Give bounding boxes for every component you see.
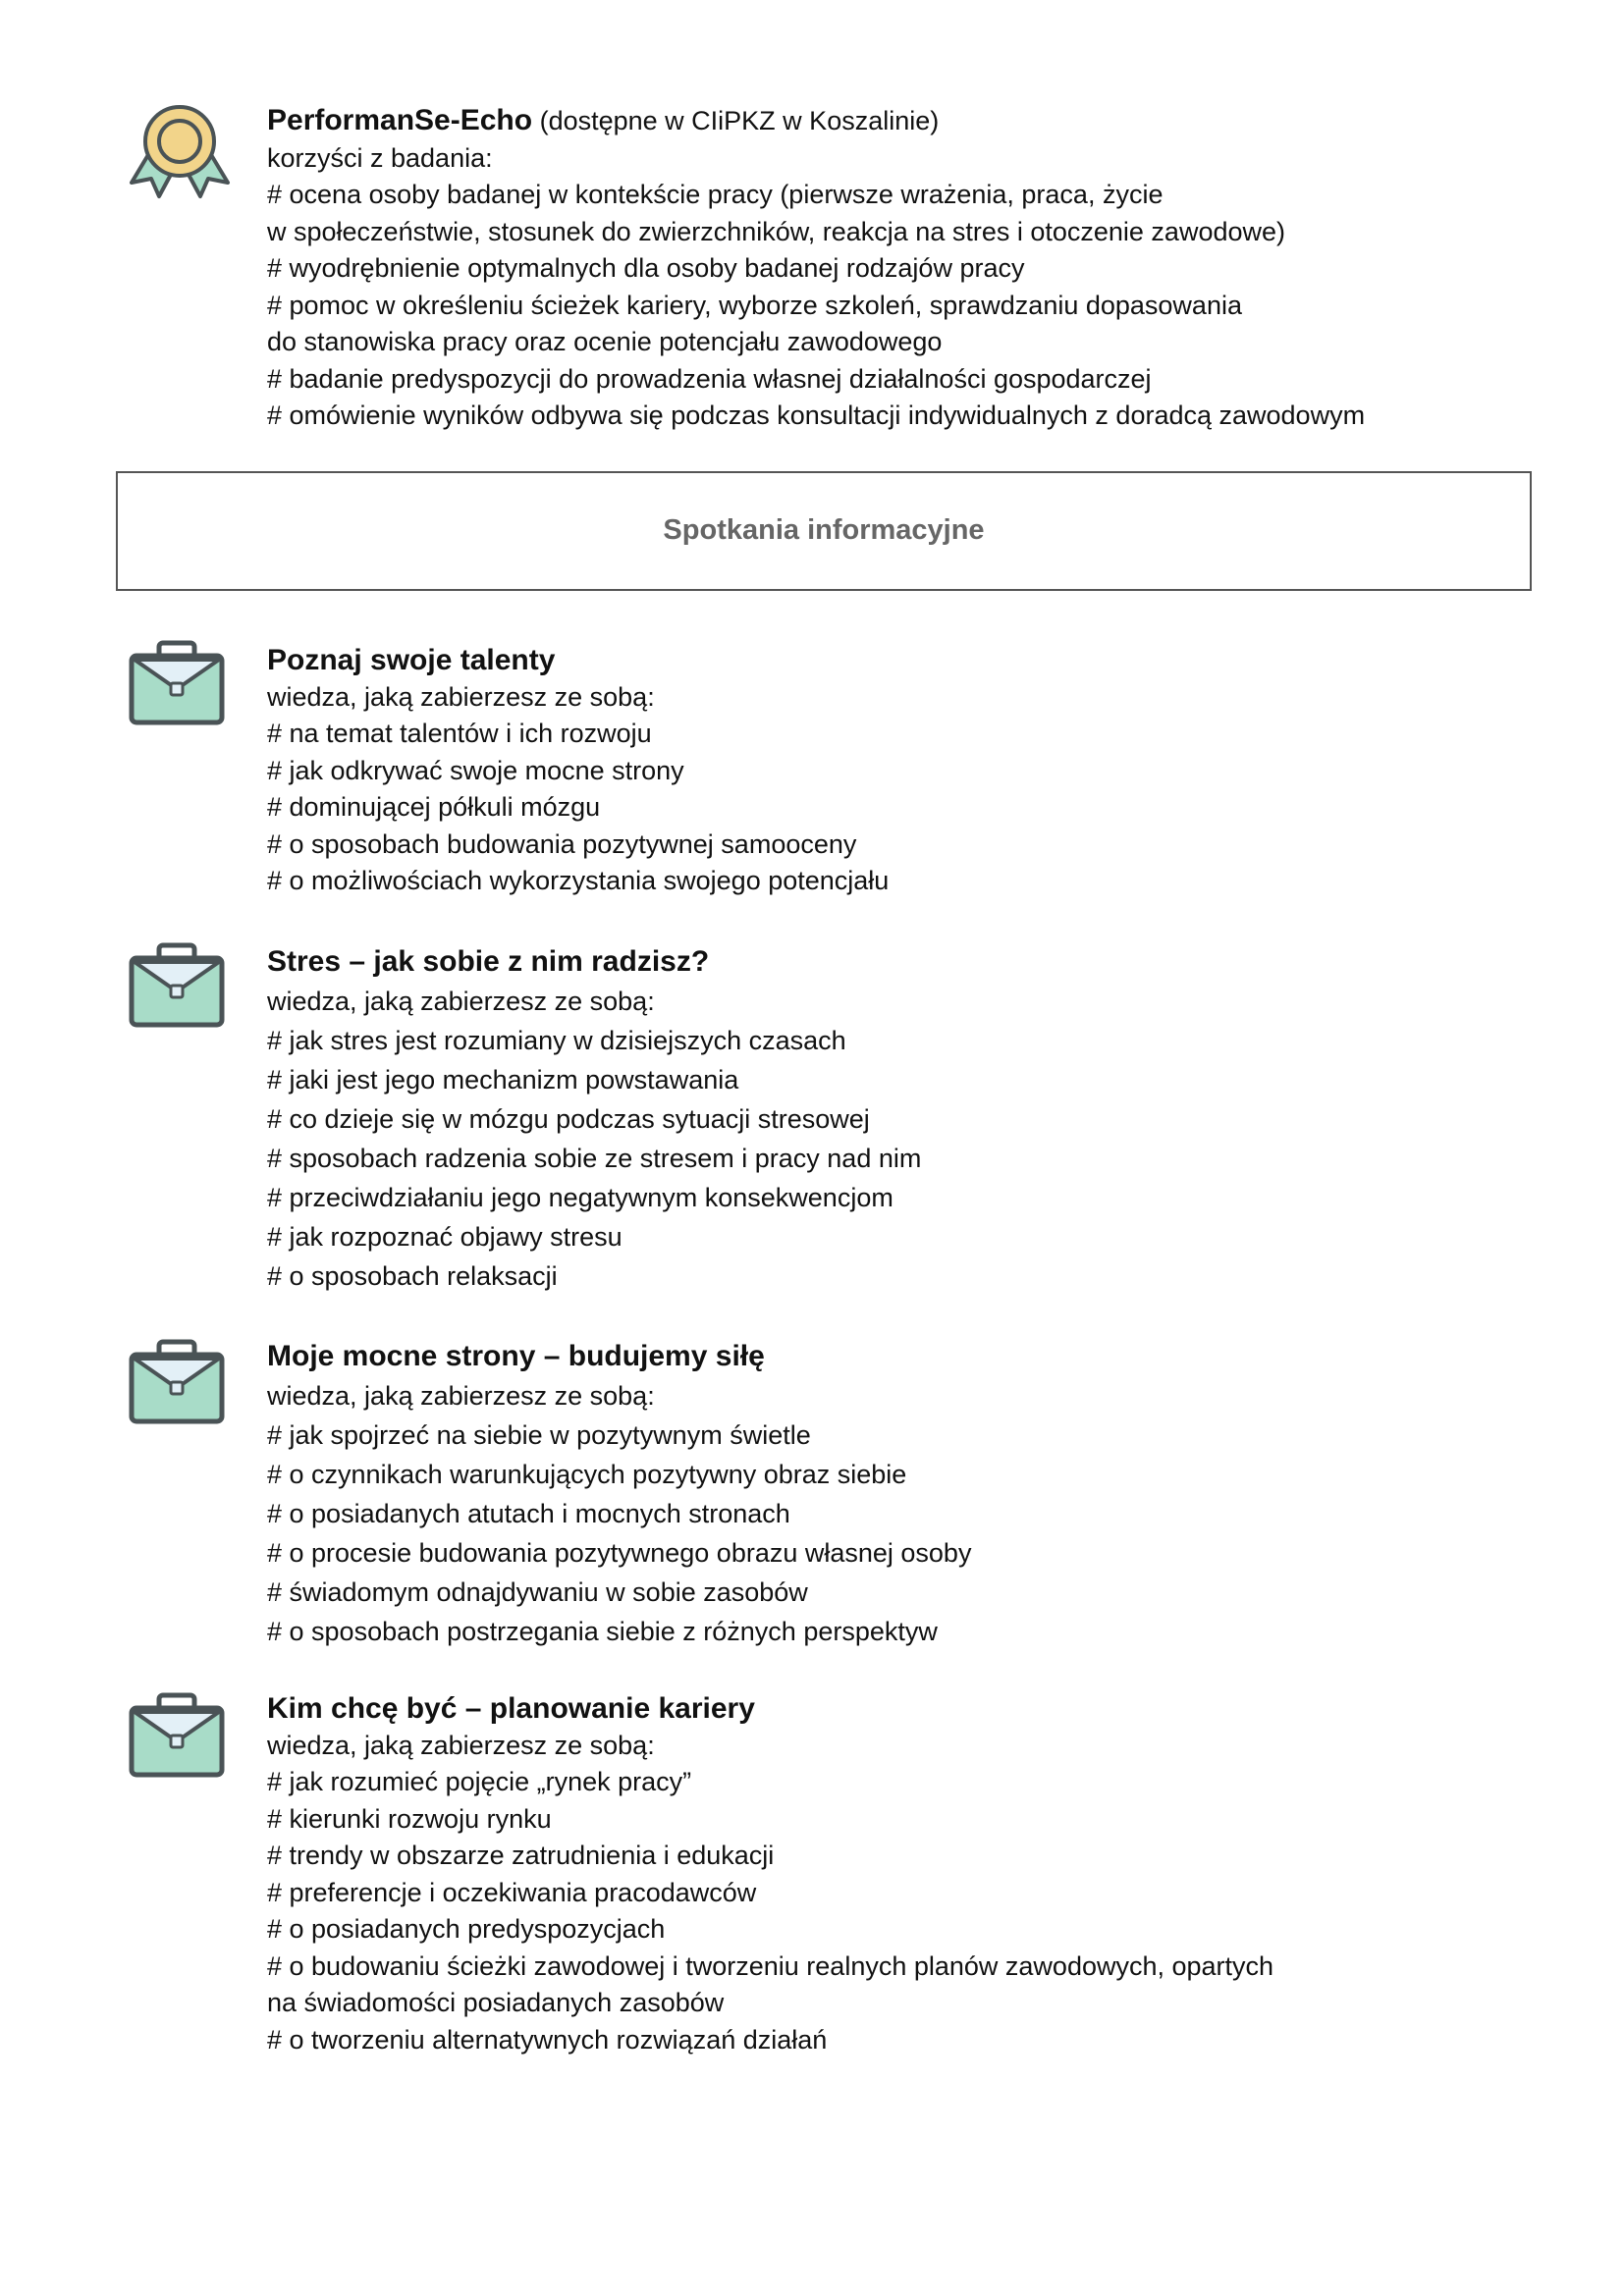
meeting-line: # jaki jest jego mechanizm powstawania — [267, 1065, 739, 1095]
meeting-line: # jak spojrzeć na siebie w pozytywnym świetle — [267, 1420, 811, 1450]
performanse-section — [267, 102, 1543, 435]
performanse-line: # pomoc w określeniu ścieżek kariery, wyborze szkoleń, sprawdzaniu dopasowania — [267, 290, 1242, 320]
meeting-line: # kierunki rozwoju rynku — [267, 1803, 552, 1834]
performanse-title-bold: PerformanSe-Echo — [267, 104, 533, 136]
meeting-title: Kim chcę być – planowanie kariery — [267, 1692, 755, 1725]
meeting-career — [267, 1690, 1543, 2058]
meeting-title: Stres – jak sobie z nim radzisz? — [267, 945, 710, 978]
meeting-line: # jak stres jest rozumiany w dzisiejszych czasach — [267, 1026, 846, 1055]
meeting-title: Poznaj swoje talenty — [267, 644, 556, 676]
meeting-line: # preferencje i oczekiwania pracodawców — [267, 1877, 757, 1907]
performanse-line: # badanie predyspozycji do prowadzenia własnej działalności gospodarczej — [267, 363, 1152, 394]
meeting-title: Moje mocne strony – budujemy siłę — [267, 1340, 765, 1372]
meeting-line: # o sposobach budowania pozytywnej samooceny — [267, 828, 857, 859]
meeting-line: # na temat talentów i ich rozwoju — [267, 719, 652, 748]
meeting-line: # jak odkrywać swoje mocne strony — [267, 755, 684, 785]
performanse-line: # wyodrębnienie optymalnych dla osoby badanej rodzajów pracy — [267, 253, 1025, 283]
meeting-subtitle: wiedza, jaką zabierzesz ze sobą: — [267, 1730, 655, 1760]
meeting-strengths — [267, 1337, 1543, 1651]
meeting-subtitle: wiedza, jaką zabierzesz ze sobą: — [267, 681, 655, 712]
meeting-line: # dominującej półkuli mózgu — [267, 792, 601, 822]
meeting-talents — [267, 642, 1543, 900]
meeting-line: # przeciwdziałaniu jego negatywnym konsekwencjom — [267, 1183, 893, 1212]
meeting-line: # o możliwościach wykorzystania swojego potencjału — [267, 866, 890, 895]
award-ribbon-icon — [128, 102, 232, 200]
meeting-stress — [267, 942, 1543, 1296]
meeting-subtitle: wiedza, jaką zabierzesz ze sobą: — [267, 1381, 655, 1411]
meeting-subtitle: wiedza, jaką zabierzesz ze sobą: — [267, 987, 655, 1016]
section-header-box — [116, 471, 1532, 591]
meeting-line: # sposobach radzenia sobie ze stresem i pracy nad nim — [267, 1144, 922, 1173]
performanse-title-rest: (dostępne w CIiPKZ w Koszalinie) — [532, 106, 940, 135]
meeting-line: # o posiadanych predyspozycjach — [267, 1914, 666, 1944]
meeting-line: # świadomym odnajdywaniu w sobie zasobów — [267, 1577, 808, 1607]
meeting-line: # o czynnikach warunkujących pozytywny obraz siebie — [267, 1460, 907, 1489]
performanse-line: # omówienie wyników odbywa się podczas konsultacji indywidualnych z doradcą zawodowym — [267, 400, 1366, 430]
section-header-title: Spotkania informacyjne — [663, 514, 985, 547]
meeting-line: # o procesie budowania pozytywnego obrazu własnej osoby — [267, 1538, 972, 1568]
meeting-line: na świadomości posiadanych zasobów — [267, 1988, 725, 2017]
performanse-line: # ocena osoby badanej w kontekście pracy (pierwsze wrażenia, praca, życie — [267, 180, 1164, 209]
meeting-line: # o posiadanych atutach i mocnych stronach — [267, 1499, 790, 1528]
meeting-line: # trendy w obszarze zatrudnienia i edukacji — [267, 1841, 775, 1870]
meeting-line: # o sposobach relaksacji — [267, 1261, 558, 1291]
meeting-line: # o budowaniu ścieżki zawodowej i tworzeniu realnych planów zawodowych, opartych — [267, 1950, 1274, 1981]
meeting-line: # jak rozpoznać objawy stresu — [267, 1222, 623, 1252]
briefcase-icon — [128, 640, 226, 726]
performanse-subtitle: korzyści z badania: — [267, 142, 493, 173]
performanse-line: do stanowiska pracy oraz ocenie potencjału zawodowego — [267, 327, 943, 356]
meeting-line: # o tworzeniu alternatywnych rozwiązań działań — [267, 2024, 828, 2055]
briefcase-icon — [128, 1692, 226, 1779]
meeting-line: # co dzieje się w mózgu podczas sytuacji stresowej — [267, 1104, 870, 1134]
briefcase-icon — [128, 942, 226, 1029]
meeting-line: # o sposobach postrzegania siebie z różnych perspektyw — [267, 1617, 938, 1646]
briefcase-icon — [128, 1339, 226, 1425]
meeting-line: # jak rozumieć pojęcie „rynek pracy” — [267, 1767, 692, 1796]
performanse-title — [267, 102, 1543, 140]
performanse-line: w społeczeństwie, stosunek do zwierzchników, reakcja na stres i otoczenie zawodowe) — [267, 216, 1285, 246]
